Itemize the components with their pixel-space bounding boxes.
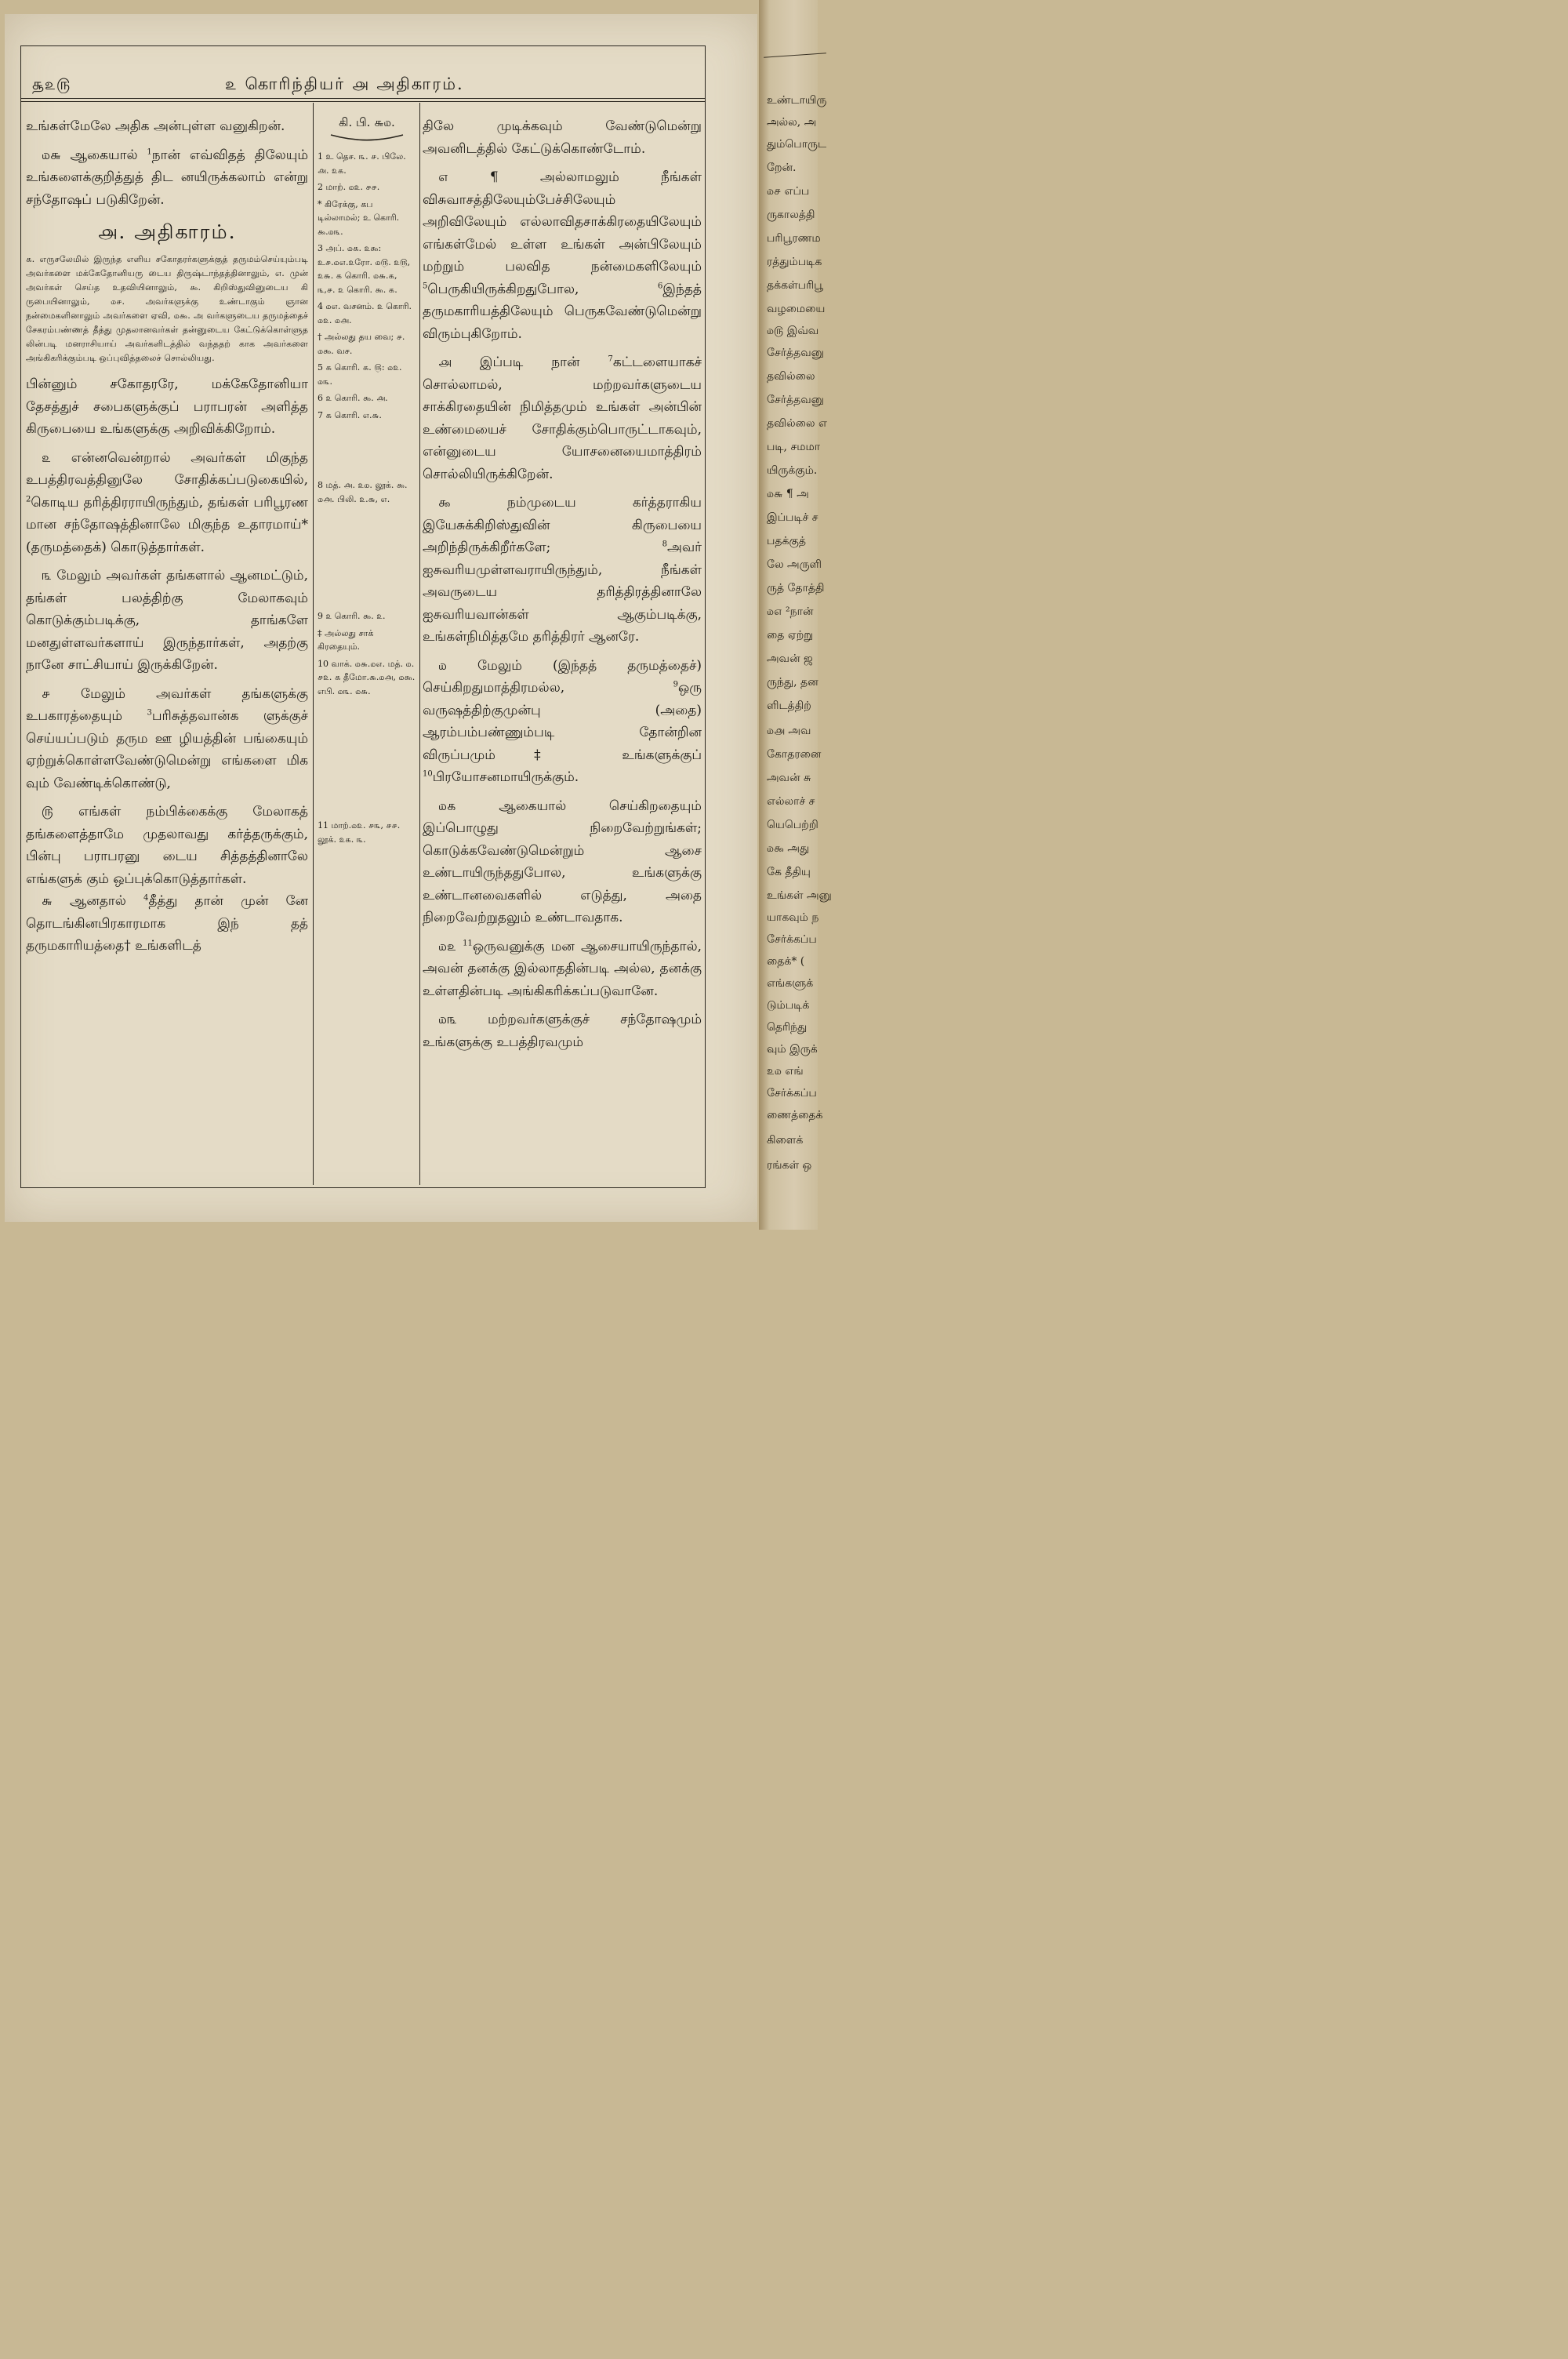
- verse-11: ௰௧ ஆகையால் செய்கிறதையும் இப்பொழுது நிறைவேற்றுங்கள்; கொடுக்கவேண்டுமென்றும் ஆசை உண்டாயிருந்ததுபோல, உங்களுக்கு உண்டானவைகளில் எடுத்து, அதை நிறைவேற்றுதலும் உண்டாவதாக.: [423, 798, 702, 925]
- verse-2: ௨ என்னவென்றால் அவர்கள் மிகுந்த உபத்திரவத்தினுலே சோதிக்கப்படுகையில், $^2$கொடிய தரித்திரராயிருந்தும், தங்கள் பரிபூரண மான சந்தோஷத்தினாலே மிகுந்த உதாரமாய்* (தருமத்தைக்) கொடுத்தார்கள்.: [26, 449, 308, 555]
- next-page-line: தைக்* (: [767, 955, 805, 968]
- next-page-line: ணைத்தைக்: [767, 1109, 823, 1121]
- next-page-line: ௰௭ ²நான்: [767, 605, 814, 618]
- page-number: ௲௨௫: [32, 75, 71, 93]
- cross-ref: 2 மாற். ௰௨. ௪௪.: [318, 182, 380, 192]
- next-page-line: ௰௪ எப்ப: [767, 185, 810, 198]
- verse-7: ௭ ¶ அல்லாமலும் நீங்கள் விசுவாசத்திலேயும்பேச்சிலேயும் அறிவிலேயும் எல்லாவிதசாக்கிரதையிலேயும் எங்கள்மேல் உள்ள உங்கள் அன்பிலேயும் மற்றும் பலவித நன்மைகளிலேயும் $^5$பெருகியிருக்கிறதுபோல, $^6$இந்தத் தருமகாரியத்திலேயும் பெருகவேண்டுமென்று விரும்புகிறோம்.: [423, 169, 702, 342]
- next-page-line: இப்படிச் ச: [767, 511, 818, 524]
- next-page-line: லே அருளி: [767, 558, 822, 571]
- next-page-line: சேர்க்கப்ப: [767, 933, 817, 946]
- next-page-line: டும்படிக்: [767, 999, 810, 1012]
- next-page-line: ருந்து, தன: [767, 676, 818, 689]
- reference-column: [318, 115, 416, 849]
- next-page-line: அல்ல, அ: [767, 116, 817, 129]
- verse-1: பின்னும் சகோதரரே, மக்கேதோனியா தேசத்துச் சபைகளுக்குப் பராபரன் அளித்த கிருபையை உங்களுக்கு அறிவிக்கிறோம்.: [26, 376, 308, 437]
- next-page-line: ருத் தோத்தி: [767, 582, 825, 594]
- next-page-line: ௰௮ அவ: [767, 725, 811, 737]
- ornament-divider: [328, 133, 406, 144]
- header-rule: [21, 101, 705, 102]
- verse-5: ௫ எங்கள் நம்பிக்கைக்கு மேலாகத் தங்களைத்தாமே முதலாவது கர்த்தருக்கும், பின்பு பராபரனு டைய சித்தத்தினாலே எங்களுக் கும் ஒப்புக்கொடுத்தார்கள்.: [26, 804, 308, 887]
- next-page-line: எல்லாச் ச: [767, 795, 815, 808]
- next-page-line: ளிடத்திற்: [767, 700, 811, 712]
- verse-16: ௰௬ ஆகையால் $^1$நான் எவ்விதத் திலேயும் உங்களைக்குறித்துத் திட னயிருக்கலாம் என்று சந்தோஷப் படுகிறேன்.: [26, 147, 309, 208]
- cross-ref: 7 ௧ கொரி. ௭.௬.: [318, 409, 382, 420]
- next-page-line: ௰௫ இவ்வ: [767, 325, 819, 337]
- next-page-line: பதக்குத்: [767, 535, 806, 547]
- next-page-line: அவன் சு: [767, 772, 811, 784]
- cross-ref: 9 ௨ கொரி. ௯. ௨.: [318, 611, 386, 621]
- next-page-line: எங்களுக்: [767, 977, 814, 990]
- next-page-line: வழமையை: [767, 303, 826, 315]
- next-page-header-rule: [764, 53, 826, 58]
- next-page-line: பரிபூரணம: [767, 232, 821, 245]
- next-page-line: யாகவும் ந: [767, 911, 819, 924]
- cross-ref: 3 அப். ௰௧. ௨௯: உ௪.௰௭.௨ரோ. ௰௫. ௨௫, ௨௬. ௧ கொரி. ௰௬.௧, ௩,௪. ௨ கொரி. ௯. ௧.: [318, 243, 411, 295]
- next-page-line: ௨௰ எங்: [767, 1065, 804, 1078]
- next-page-line: ருகாலத்தி: [767, 209, 815, 221]
- verse-10: ௰ மேலும் (இந்தத் தருமத்தைச்) செய்கிறதுமாத்திரமல்ல, $^9$ஒரு வருஷத்திற்குமுன்பு (அதை) ஆரம்பம்பண்ணும்படி தோன்றின விருப்பமும்‡ உங்களுக்குப் $^{10}$பிரயோசனமாயிருக்கும்.: [423, 657, 702, 785]
- next-page-line: சேர்க்கப்ப: [767, 1087, 817, 1100]
- cross-ref: 11 மாற்.௰௨. ௪௩, ௪௪. லூக். ௨௧. ௩.: [318, 820, 401, 845]
- next-page-line: யிருக்கும்.: [767, 464, 818, 477]
- year-heading: கி. பி. ௬௰.: [339, 115, 395, 129]
- footnote: * கிரேக்கு, கப டில்லாமல்; உ கொரி. ௯.௰௩.: [318, 198, 400, 237]
- page-frame: [20, 45, 706, 1188]
- verse-continuation: உங்கள்மேலே அதிக அன்புள்ள வனுகிறன்.: [26, 118, 285, 134]
- next-page-edge: [759, 0, 832, 1230]
- chapter-heading: ௮. அதிகாரம்.: [97, 220, 237, 243]
- verse-9: ௯ நம்முடைய கர்த்தராகிய இயேசுக்கிறிஸ்துவின் கிருபையை அறிந்திருக்கிறீர்களே; $^8$அவர் ஐசுவரியமுள்ளவராயிருந்தும், நீங்கள் அவருடைய தரித்திரத்தினாலே ஐசுவரியவான்கள் ஆகும்படிக்கு, உங்கள்நிமித்தமே தரித்திரர் ஆனரே.: [423, 495, 702, 645]
- next-page-line: றேன்.: [767, 162, 797, 174]
- next-page-line: சேர்த்தவனு: [767, 347, 824, 359]
- footnote: † அல்லது தய வை; ௪. ௰௯. வச.: [318, 332, 405, 356]
- next-page-line: தவில்லை எ: [767, 417, 827, 430]
- next-page-line: அவன் ஜ: [767, 652, 813, 665]
- next-page-line: தக்கள்பரிபூ: [767, 279, 823, 292]
- footnote: ‡ அல்லது சாக் கிரதையும்.: [318, 627, 374, 652]
- next-page-line: கே தீதியு: [767, 866, 811, 878]
- next-page-line: ௰௯ அது: [767, 842, 810, 855]
- cross-ref: 10 வாக். ௰௬.௰௭. மத். ௰. ௪௨. ௧ தீமோ.௬.௰௮, ௰௯. எபி. ௰௩. ௰௬.: [318, 658, 416, 696]
- column-rule-left: [313, 103, 314, 1185]
- cross-ref: 4 ௰௭. வசனம். ௨ கொரி. ௰௨. ௰௮.: [318, 301, 412, 325]
- verse-12: ௰௨ $^{11}$ஒருவனுக்கு மன ஆசையாயிருந்தால், அவன் தனக்கு இல்லாததின்படி அல்ல, தனக்கு உள்ளதின்படி அங்கிகரிக்கப்படுவானே.: [423, 938, 702, 999]
- next-page-line: யெபெற்றி: [767, 819, 818, 831]
- next-page-line: தெரிந்து: [767, 1021, 808, 1034]
- next-page-line: ரங்கள் ஒ: [767, 1159, 812, 1172]
- left-column: [26, 115, 308, 958]
- next-page-line: ௰௬ ¶ அ: [767, 488, 809, 500]
- running-title: ௨ கொரிந்தியர் ௮ அதிகாரம்.: [225, 75, 464, 93]
- book-page: [5, 14, 757, 1222]
- verse-6: ௬ ஆனதால் $^4$தீத்து தான் முன் னே தொடங்கினபிரகாரமாக இந் தத் தருமகாரியத்தை† உங்களிடத்: [26, 893, 308, 954]
- page-header: [21, 46, 705, 99]
- next-page-line: வும் இருக்: [767, 1043, 818, 1056]
- next-page-line: கோதரனை: [767, 748, 822, 761]
- verse-8: ௮ இப்படி நான் $^7$கட்டளையாகச் சொல்லாமல், மற்றவர்களுடைய சாக்கிரதையின் நிமித்தமும் உங்கள் அன்பின் உண்மையைச் சோதிக்கும்பொருட்டாகவும், என்னுடைய யோசனையைமாத்திரம் சொல்லியிருக்கிறேன்.: [423, 354, 702, 482]
- chapter-summary: ௧. எருசலேமில் இருந்த எளிய சகோதரர்களுக்குத் தருமம்செய்யும்படி அவர்களை மக்கேதோனியரு டைய திருஷ்டாந்தத்தினாலும், ௭. முன் அவர்கள் செய்த உதவியினாலும், ௯. கிறிஸ்துவினுடைய கி ருபையினாலும், ௰௪. அவர்களுக்கு உண்டாகும் ஞான நன்மைகளினாலும் அவர்களை ஏவி, ௰௯. அ வர்களுடைய தருமத்தைச் சேகரம்பண்ணத் தீத்து முதலானவர்கள் தன்னுடைய கேட்டுக்கொள்ளுத லின்படி மனராசியாய் அவர்களிடத்தில் வந்ததற் காக அவர்களை அங்கிகரிக்கும்படி ஒப்புவித்தலைச் சொல்லியது.: [26, 254, 308, 363]
- next-page-line: உங்கள் அனு: [767, 889, 832, 902]
- verse-3: ௩ மேலும் அவர்கள் தங்களால் ஆனமட்டும், தங்கள் பலத்திற்கு மேலாகவும் கொடுக்கும்படிக்கு, தாங்களே மனதுள்ளவர்களாய் இருந்தார்கள், அதற்கு நானே சாட்சியாய் இருக்கிறேன்.: [26, 568, 308, 673]
- verse-6-continuation: திலே முடிக்கவும் வேண்டுமென்று அவனிடத்தில் கேட்டுக்கொண்டோம்.: [423, 118, 702, 157]
- verse-13: ௰௩ மற்றவர்களுக்குச் சந்தோஷமும் உங்களுக்கு உபத்திரவமும்: [423, 1012, 702, 1050]
- next-page-line: சேர்த்தவனு: [767, 394, 824, 406]
- next-page-line: ரத்தும்படிக: [767, 256, 822, 268]
- next-page-line: தவில்லை: [767, 370, 815, 383]
- right-column: [423, 115, 702, 1053]
- verse-4: ௪ மேலும் அவர்கள் தங்களுக்கு உபகாரத்தையும் $^3$பரிசுத்தவான்க ளுக்குச் செய்யப்படும் தரும ஊ ழியத்தின் பங்கையும் ஏற்றுக்கொள்ளவேண்டுமென்று எங்களை மிக வும் வேண்டிக்கொண்டு,: [26, 685, 308, 791]
- next-page-line: உண்டாயிரு: [767, 94, 827, 107]
- column-rule-right: [419, 103, 420, 1185]
- next-page-line: கிளைக்: [767, 1134, 804, 1147]
- cross-ref: 5 ௧ கொரி. ௧. ௫: ௰௨. ௰௩.: [318, 362, 402, 387]
- cross-ref: 6 ௨ கொரி. ௯. ௮.: [318, 393, 388, 403]
- cross-ref: 1 உ தெச. ௩. ௪. பிலே. ௮. ௨௧.: [318, 151, 406, 176]
- next-page-line: தை ஏற்று: [767, 629, 813, 642]
- next-page-line: தும்பொருட: [767, 138, 827, 151]
- next-page-line: படி, சமமா: [767, 441, 821, 453]
- cross-ref: 8 மத். ௮. ௨௰. லூக். ௯. ௰௮. பிலி. ௨.௬, ௭.: [318, 480, 408, 504]
